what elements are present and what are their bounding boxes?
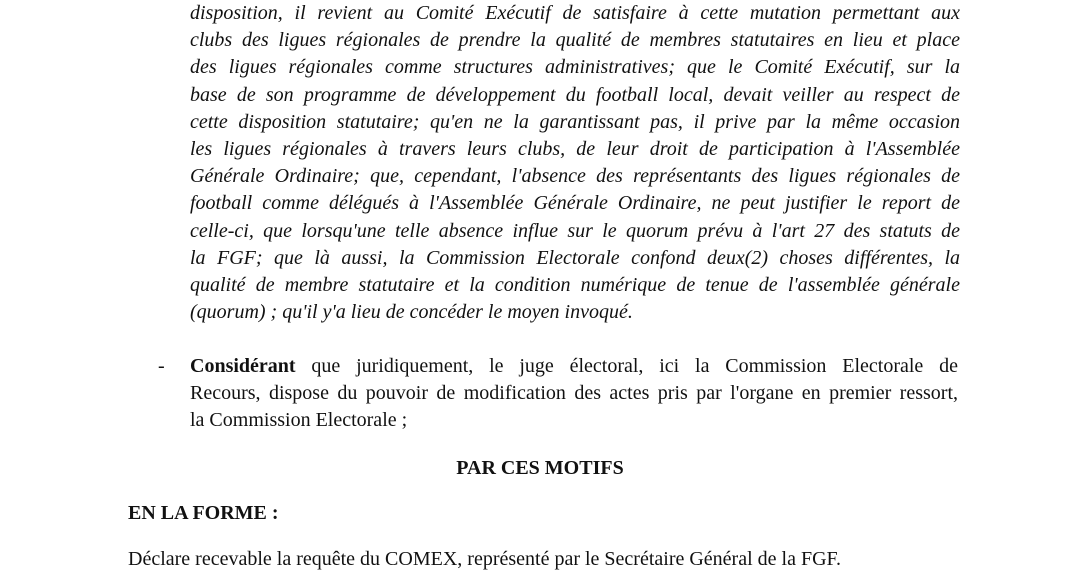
bold-lead: Considérant [190,355,296,377]
paragraph-line: la FGF; que là aussi, la Commission Electorale confond deux(2) choses différentes, la [190,246,960,269]
paragraph-line: des ligues régionales comme structures administratives; que le Comité Exécutif, sur la [190,56,960,79]
paragraph-line: (quorum) ; qu'il y'a lieu de concéder le moyen invoqué. [190,301,633,324]
paragraph-line: Générale Ordinaire; que, cependant, l'absence des représentants des ligues régionales de [190,165,960,188]
paragraph-line: les ligues régionales à travers leurs clubs, de leur droit de participation à l'Assemblée [190,138,960,161]
paragraph-line: celle-ci, que lorsqu'une telle absence influe sur le quorum prévu à l'art 27 des statuts de [190,219,960,242]
italic-paragraph [190,0,960,326]
bullet-line: la Commission Electorale ; [190,409,408,432]
heading-en-la-forme: EN LA FORME : [128,502,279,524]
paragraph-line: cette disposition statutaire; qu'en ne la garantissant pas, il prive par la même occasion [190,110,960,133]
paragraph-line: football comme délégués à l'Assemblée Générale Ordinaire, ne peut justifier le report de [190,192,960,215]
considerant-paragraph [190,353,958,435]
bullet-line-rest: que juridiquement, le juge électoral, ici la Commission Electorale de [295,355,958,377]
paragraph-line: qualité de membre statutaire et la condition numérique de tenue de l'assemblée générale [190,274,960,297]
heading-par-ces-motifs: PAR CES MOTIFS [456,457,624,479]
final-paragraph: Déclare recevable la requête du COMEX, représenté par le Secrétaire Général de la FGF. [128,548,842,570]
bullet-line: Recours, dispose du pouvoir de modification des actes pris par l'organe en premier ressort, [190,382,958,405]
paragraph-line: clubs des ligues régionales de prendre la qualité de membres statutaires en lieu et place [190,29,960,52]
bullet-line [190,353,958,380]
bullet-marker: - [158,355,165,377]
paragraph-line: base de son programme de développement du football local, devait veiller au respect de [190,83,960,106]
paragraph-line: disposition, il revient au Comité Exécutif de satisfaire à cette mutation permettant aux [190,2,960,24]
